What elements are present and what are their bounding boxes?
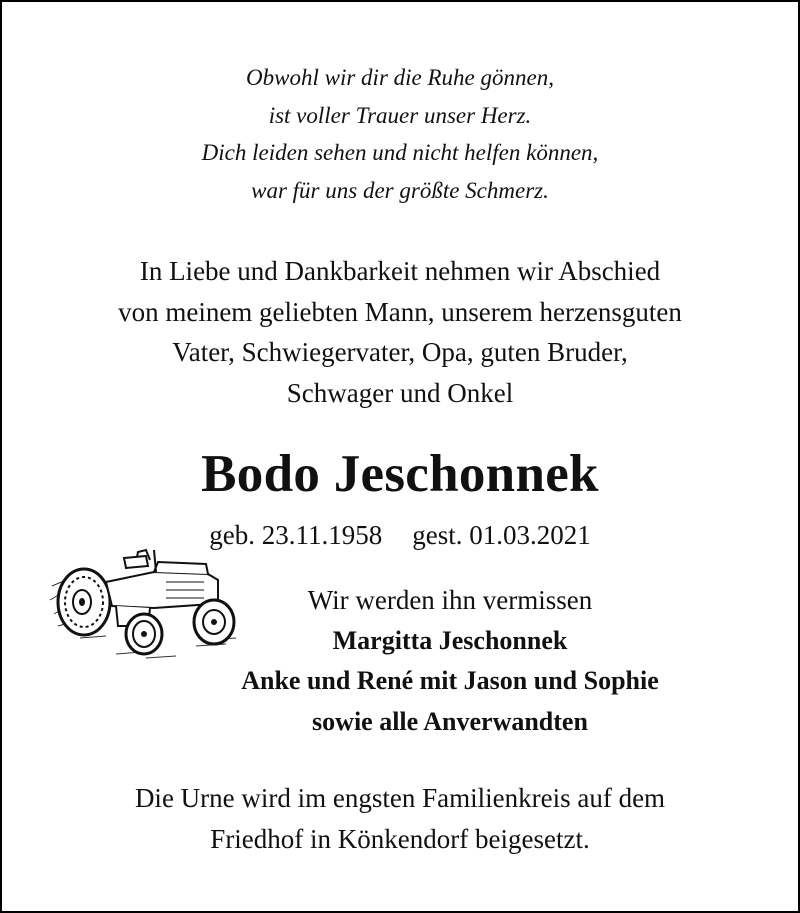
poem-line: ist voller Trauer unser Herz. xyxy=(268,102,532,128)
mourners xyxy=(102,580,798,742)
farewell-line: Schwager und Onkel xyxy=(286,377,514,408)
mourners-intro: Wir werden ihn vermissen xyxy=(307,585,593,615)
poem-line: Obwohl wir dir die Ruhe gönnen, xyxy=(246,65,554,90)
burial-note xyxy=(2,778,798,859)
farewell-line: In Liebe und Dankbarkeit nehmen wir Abschied xyxy=(139,256,661,286)
death-date: gest. 01.03.2021 xyxy=(412,520,591,550)
mourner-name: Margitta Jeschonnek xyxy=(332,625,568,655)
mourner-name: Anke und René mit Jason und Sophie xyxy=(241,666,659,695)
deceased-name: Bodo Jeschonnek xyxy=(201,445,599,503)
poem-line: Dich leiden sehen und nicht helfen können, xyxy=(201,140,599,165)
poem xyxy=(2,59,798,209)
poem-line: war für uns der größte Schmerz. xyxy=(251,177,549,203)
farewell-line: Vater, Schwiegervater, Opa, guten Bruder, xyxy=(172,337,628,367)
burial-line: Die Urne wird im engsten Familienkreis auf dem xyxy=(134,783,666,813)
farewell-text xyxy=(2,251,798,413)
mourner-name: sowie alle Anverwandten xyxy=(312,706,588,736)
farewell-line: von meinem geliebten Mann, unserem herzensguten xyxy=(118,296,682,327)
burial-line: Friedhof in Könkendorf beigesetzt. xyxy=(210,823,590,854)
birth-date: geb. 23.11.1958 xyxy=(209,520,383,550)
